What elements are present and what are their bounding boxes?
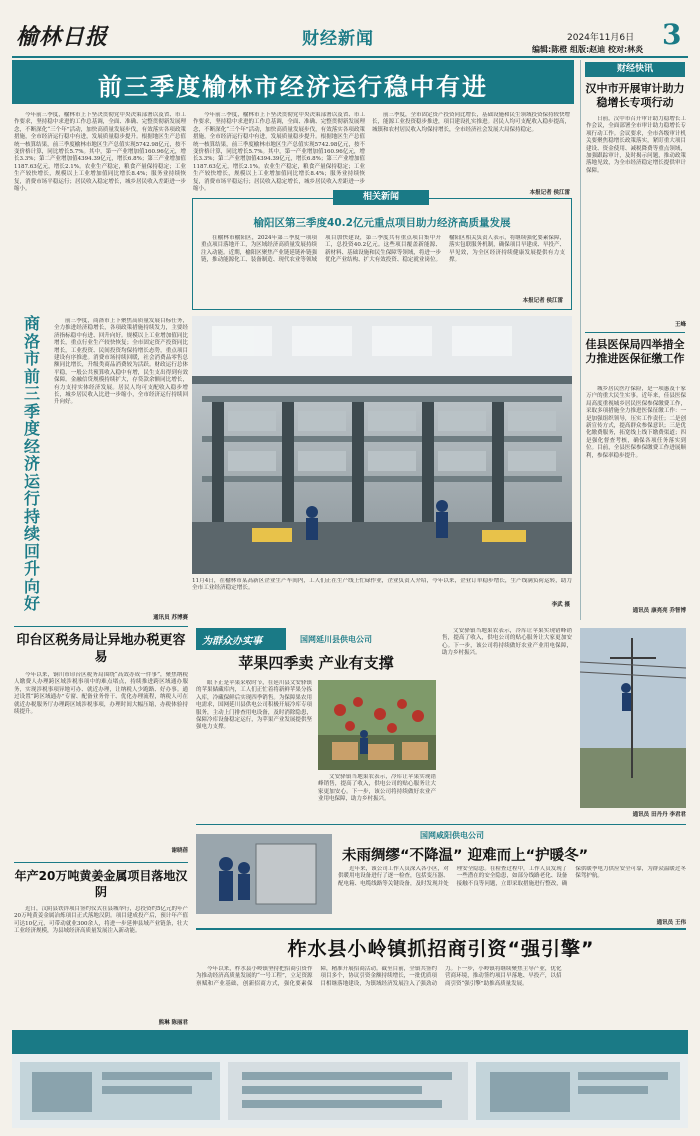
- insurance-byline: 通讯员 康亮亮 乔智博: [632, 608, 686, 614]
- apple-text: 眼下正是苹果采收时节，在延川县文安驿镇的苹果储藏库内，工人们正忙着将新鲜苹果分拣入库，冷藏保鲜后实现四季销售。为保障果农用电需求，国网延川县供电公司积极开展冷库专项服务，主动上门排查用电设备，及时消除隐患，保障冷库设备稳定运行，为苹果产业发展提供坚强电力支撑。: [196, 680, 312, 731]
- audit-headline: 汉中市开展审计助力稳增长专项行动: [585, 82, 685, 109]
- apple-orchard-illustration: [318, 680, 436, 770]
- lead-headline: 前三季度榆林市经济运行稳中有进: [98, 73, 488, 101]
- ad-strip: [12, 1030, 688, 1128]
- lead-byline: 本报记者 侯江雷: [529, 190, 570, 196]
- audit-text: 日前，汉中市召开审计助力稳增长工作会议，全面部署全市审计助力稳增长专项行动工作。会议要求，全市各级审计机关要聚焦稳增长政策落实，紧盯重大项目建设、资金使用、减税降费等重点领域，加强跟踪审计，及时揭示问题，推动政策落地见效，为全市经济稳定增长提供审计保障。: [586, 116, 686, 174]
- shangluo-title-char: 三: [23, 384, 40, 403]
- shangluo-title-char: 季: [23, 401, 40, 421]
- apple-text-3: 文安驿镇当地果农表示，冷库让苹果实现错峰销售，提高了收入，供电公司的贴心服务让大家更加安心。下一步，该公司将持续做好农业产业用电保障，助力乡村振兴。: [442, 628, 572, 657]
- related-news-headline: 榆阳区第三季度40.2亿元重点项目助力经济高质量发展: [253, 217, 511, 229]
- xianyang-photo: [196, 834, 332, 914]
- shangluo-text: 前三季度，商洛市上下聚焦高质量发展目标任务，全力推进经济稳增长，各项政策措施持续发力，主要经济指标稳中有进、回升向好。规模以上工业增加值同比增长，重点行业生产较快恢复；全市固定资产投资同比增长，工业投资、民间投资均保持增长态势，重点项目建设有序推进。消费市场持续回暖，社会消费品零售总额同比增长，升级类商品消费较为活跃。财政运行总体平稳，一般公共预算收入稳中有增，民生支出得到有效保障。金融信贷规模持续扩大，存贷款余额同比增长，有力支持实体经济发展。居民人均可支配收入稳步增长，城乡居民收入比进一步缩小，全市经济运行持续回升向好。: [54, 318, 188, 406]
- project-top-rule: [14, 862, 188, 863]
- lead-body-cont: 今年前三季度，榆林市上下坚决贯彻党中央决策部署以及省、市工作要求，坚持稳中求进的工作总基调，全面、准确、完整贯彻新发展理念，不断深化“三个年”活动，加快高质量发展步伐，有效落实各项政策措施，全市经济运行稳中有进，发展质量稳步提升。根据地区生产总值统一核算结果，前三季度榆林市地区生产总值实现5742.98亿元，按不变价格计算，同比增长5.7%。其中，第一产业增加值160.96亿元，增长3.3%；第二产业增加值4394.39亿元，增长6.8%；第三产业增加值1187.63亿元，增长2.1%。农业生产稳定，粮食产量保持稳定；工业生产较快增长，规模以上工业增加值同比增长8.4%；服务业持续恢复，消费市场平稳运行；居民收入稳定增长，城乡居民收入差距进一步缩小。: [193, 112, 365, 193]
- project-body: [14, 906, 188, 1016]
- bottom-text: 今年以来，柞水县小岭镇坚持把招商引资作为推动经济高质量发展的“一号工程”，立足资源禀赋和产业基础，创新招商方式，强化要素保障，精准开展招商活动。截至目前，全镇共签约项目多个，协议引资金额持续增长，一批优质项目相继落地建设，为镇域经济发展注入了强劲动力。下一步，小岭镇将继续聚焦主导产业，优化营商环境，推动签约项目早落地、早投产，以招商引资“强引擎”助推高质量发展。: [196, 966, 562, 987]
- shangluo-title-char: 运: [23, 471, 40, 491]
- apple-body-3: [442, 628, 572, 808]
- masthead-rule: [12, 56, 688, 58]
- xianyang-body: [338, 866, 686, 916]
- project-byline: 熊琳 陈丽君: [158, 1020, 188, 1026]
- shangluo-title: [16, 315, 48, 613]
- photo-byline: 李武 摄: [551, 602, 570, 608]
- bottom-body: [196, 966, 686, 1022]
- shangluo-title-chars: [16, 315, 48, 613]
- right-column-label: 财经快讯: [585, 62, 685, 77]
- lead-body: 今年前三季度，榆林市上下坚决贯彻党中央决策部署以及省、市工作要求，坚持稳中求进的工作总基调，全面、准确、完整贯彻新发展理念，不断深化“三个年”活动，加快高质量发展步伐，有效落实各项政策措施，全市经济运行稳中有进，发展质量稳步提升。根据地区生产总值统一核算结果，前三季度榆林市地区生产总值实现5742.98亿元，按不变价格计算，同比增长5.7%。其中，第一产业增加值160.96亿元，增长3.3%；第二产业增加值4394.39亿元，增长6.8%；第三产业增加值1187.63亿元，增长2.1%。农业生产稳定，粮食产量保持稳定；工业生产较快增长，规模以上工业增加值同比增长8.4%；服务业持续恢复，消费市场平稳运行；居民收入稳定增长，城乡居民收入差距进一步缩小。: [14, 112, 186, 193]
- shangluo-title-char: 度: [23, 419, 40, 438]
- factory-photo: [192, 316, 572, 574]
- shangluo-title-char: 持: [23, 506, 40, 526]
- editor-credits: 编辑:陈橙 组版:赵迪 校对:林炎: [532, 45, 644, 54]
- tax-top-rule: [14, 626, 188, 627]
- apple-headline: 苹果四季卖 产业有支撑: [238, 654, 394, 672]
- lead-headline-band: [12, 60, 574, 104]
- shangluo-title-char: 商: [23, 314, 40, 333]
- shangluo-title-char: 升: [23, 559, 40, 578]
- related-news-body: [201, 235, 565, 293]
- xianyang-text: 近年来，该公司工作人员深入各小区，对供暖用电设备进行了逐一检查，包括变压器、配电箱、电缆线路等关键设备，及时发现并处理安全隐患。在检查过程中，工作人员发现了一些潜在的安全隐患，如部分线路老化、设备接触不良等问题，立即采取措施进行整改，确保供暖季电力供应安全可靠，为群众温暖过冬保驾护航。: [338, 866, 686, 887]
- shangluo-title-char: 前: [23, 366, 40, 386]
- related-news-box: [192, 192, 572, 310]
- shangluo-title-char: 续: [23, 524, 40, 543]
- page-number: 3: [662, 18, 682, 51]
- power-worker-photo: [580, 628, 686, 808]
- masthead: [12, 10, 690, 60]
- audit-byline: 王峰: [674, 322, 686, 328]
- right-divider: [585, 332, 685, 333]
- shangluo-title-char: 市: [23, 349, 40, 368]
- apple-label: 国网延川县供电公司: [300, 635, 372, 644]
- right-column: [580, 60, 689, 620]
- tax-headline-text: 印台区税务局让异地办税更容易: [16, 633, 186, 665]
- apple-byline: 通讯员 田丹丹 李君君: [632, 812, 686, 818]
- power-line-illustration: [580, 628, 686, 808]
- xianyang-inspection-illustration: [196, 834, 332, 914]
- bottom-top-rule: [196, 928, 686, 930]
- apple-text-2: 文安驿镇当地果农表示，冷库让苹果实现错峰销售，提高了收入，供电公司的贴心服务让大家更加安心。下一步，该公司将持续做好农业产业用电保障，助力乡村振兴。: [318, 774, 436, 803]
- section-title: 财经新闻: [302, 29, 374, 49]
- paper-logo: 榆林日报: [16, 24, 109, 50]
- shangluo-title-char: 经: [23, 436, 40, 456]
- advertisement-illustration: [12, 1032, 688, 1128]
- shangluo-title-char: 回: [23, 541, 40, 561]
- xianyang-top-rule: [196, 824, 686, 825]
- photo-caption: [192, 578, 572, 600]
- insurance-text: 城乡居民医疗保险，是一项惠及千家万户的重大民生实事。近年来，佳县医保局高度重视城乡居民医保参保缴费工作，采取多项措施全力推进医保征缴工作：一是加强组织领导，压实工作责任；二是创新宣传方式，提高群众参保意识；三是优化缴费服务，拓宽线上线下缴费渠道；四是强化督查考核，确保各项任务落实到位。目前，全县医保参保缴费工作进展顺利，参保率稳步提升。: [586, 386, 686, 459]
- audit-body: [586, 116, 686, 318]
- insurance-body: [586, 386, 686, 604]
- apple-photo: [318, 680, 436, 770]
- bottom-headline: 柞水县小岭镇抓招商引资“强引擎”: [287, 938, 595, 960]
- shangluo-title-char: 向: [23, 576, 40, 596]
- photo-caption-text: 11月4日，在榆林市某高新区企业生产车间内，工人们正在生产线上忙碌作业，企业负责人介绍，今年以来，企业订单稳步增长，生产线满负荷运转，助力全市工业经济稳定增长。: [192, 578, 572, 592]
- factory-scene-illustration: [192, 316, 572, 574]
- xianyang-byline: 通讯员 王伟: [656, 920, 686, 926]
- shangluo-title-char: 好: [23, 594, 40, 613]
- tax-body: [14, 672, 188, 844]
- project-headline-text: 年产20万吨黄姜金属项目落地汉阴: [14, 869, 188, 899]
- project-text: 近日，汉阴县铁锌项目签约仪式在县城举行，总投资约5亿元的年产20万吨黄姜金属冶炼项目正式落地汉阴。项目建成投产后，预计年产值可达10亿元，可带动就业300余人，将进一步延伸县域产业链条，壮大工业经济规模，为县域经济高质量发展注入新动能。: [14, 906, 188, 935]
- insurance-headline: 佳县医保局四举措全力推进医保征缴工作: [585, 338, 685, 365]
- tax-text: 今年以来，铜川市印台区税务局围绕“高效办成一件事”，聚焦纳税人缴费人办理跨区域涉税事项中的难点堵点，持续推进跨区域通办服务，实现涉税事项异地可办、就近办理，让纳税人少跑路、好办事。通过设置“跨区域通办”专窗、配备业务骨干、优化办理流程，纳税人可在就近办税服务厅办理跨区域涉税事项，办理时间大幅压缩，办税体验持续提升。: [14, 672, 188, 716]
- page-date: 2024年11月6日: [567, 33, 635, 43]
- related-news-text: 在榆林市榆阳区，2024年第三季度一项项重点项目落地开工，为区域经济高质量发展持续注入动能。近期，榆阳区聚焦产业链延链补链强链，推动能源化工、装备制造、现代农业等领域项目加快建设，第三季度共有重点项目集中开工，总投资40.2亿元。这些项目覆盖新能源、新材料、基础设施和民生保障等领域，将进一步优化产业结构、扩大有效投资、稳定就业岗位。榆阳区相关负责人表示，将继续强化要素保障，落实包联服务机制，确保项目早建成、早投产、早见效，为全区经济持续健康发展提供有力支撑。: [201, 235, 565, 264]
- shangluo-title-char: 济: [23, 454, 40, 473]
- apple-body: [196, 680, 312, 812]
- tax-headline: [14, 632, 188, 666]
- tax-byline: 谢晓蓓: [171, 848, 188, 854]
- lead-body-col3: [372, 112, 570, 186]
- related-news-byline: 本报记者 侯江雷: [522, 298, 563, 304]
- shangluo-body: [54, 318, 188, 610]
- shangluo-title-char: 洛: [23, 331, 40, 351]
- lead-body-col1: [14, 112, 186, 308]
- apple-banner: [196, 628, 286, 650]
- xianyang-label: 国网咸阳供电公司: [420, 831, 484, 840]
- related-news-label: 相关新闻: [333, 190, 429, 205]
- apple-body-2: [318, 774, 436, 814]
- shangluo-byline: 通讯员 苏博赛: [153, 615, 188, 621]
- shangluo-title-char: 行: [23, 489, 40, 508]
- xianyang-headline: 未雨绸缪“不降温” 迎难而上“护暖冬”: [342, 848, 589, 864]
- apple-banner-text: 为群众办实事: [202, 636, 262, 647]
- project-headline: [14, 868, 188, 900]
- lead-sidebar: 前三季度，全市固定资产投资同比增长，基础设施和民生领域投资保持较快增长，能源工业投资稳步推进，项目建设扎实推进。居民人均可支配收入稳步提高，城镇和农村居民收入均保持增长，全市经济社会发展大局保持稳定。: [372, 112, 570, 133]
